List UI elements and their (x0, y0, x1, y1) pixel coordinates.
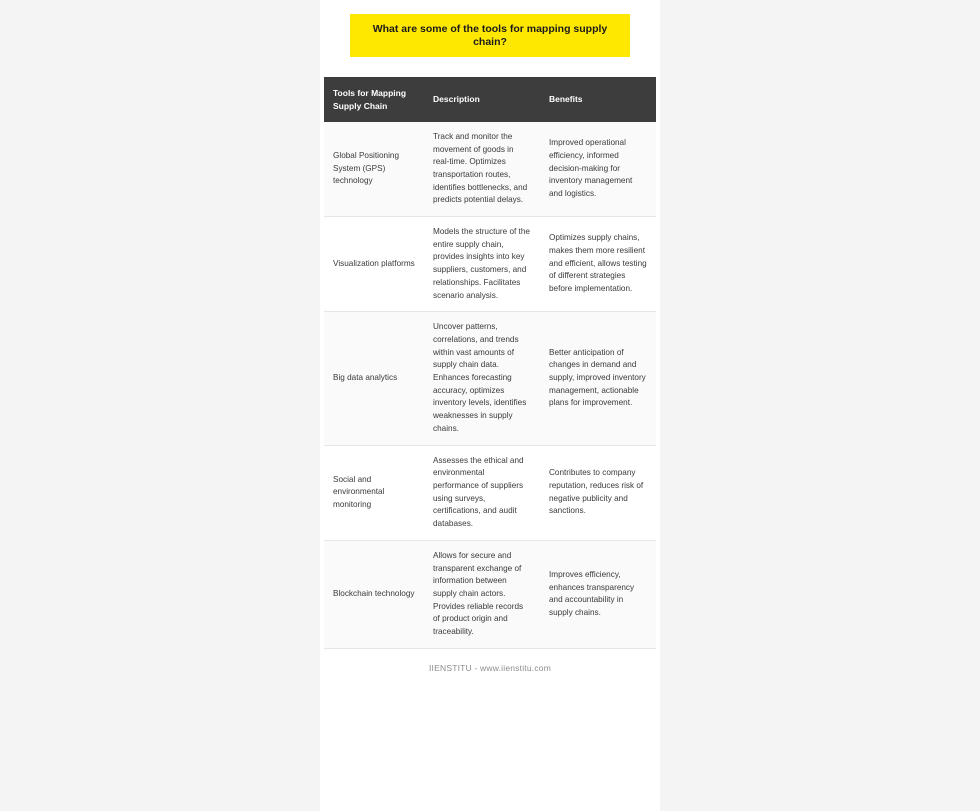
cell-description: Uncover patterns, correlations, and trends within vast amounts of supply chain data. Enhances forecasting accuracy, optimizes inventory levels, identifies weaknesses in supply chains. (424, 312, 540, 445)
table-row (324, 445, 656, 540)
cell-benefits: Improved operational efficiency, informed decision-making for inventory management and logistics. (540, 122, 656, 217)
question-banner: What are some of the tools for mapping supply chain? (350, 14, 630, 57)
table-row (324, 540, 656, 648)
cell-benefits: Optimizes supply chains, makes them more resilient and efficient, allows testing of different strategies before implementation. (540, 217, 656, 312)
table-row (324, 312, 656, 445)
table-header-row (324, 77, 656, 122)
column-header-benefits: Benefits (540, 77, 656, 122)
footer-credit: IIENSTITU - www.iienstitu.com (429, 662, 551, 673)
cell-benefits: Better anticipation of changes in demand and supply, improved inventory management, actionable plans for improvement. (540, 312, 656, 445)
content-card (320, 0, 660, 811)
cell-tool: Social and environmental monitoring (324, 445, 424, 540)
cell-benefits: Improves efficiency, enhances transparency and accountability in supply chains. (540, 540, 656, 648)
table-row (324, 217, 656, 312)
cell-tool: Blockchain technology (324, 540, 424, 648)
cell-description: Models the structure of the entire supply chain, provides insights into key suppliers, customers, and relationships. Facilitates scenario analysis. (424, 217, 540, 312)
cell-description: Assesses the ethical and environmental performance of suppliers using surveys, certifications, and audit databases. (424, 445, 540, 540)
table-body (324, 122, 656, 648)
cell-tool: Global Positioning System (GPS) technology (324, 122, 424, 217)
table-header (324, 77, 656, 122)
cell-benefits: Contributes to company reputation, reduces risk of negative publicity and sanctions. (540, 445, 656, 540)
cell-tool: Big data analytics (324, 312, 424, 445)
cell-tool: Visualization platforms (324, 217, 424, 312)
table-row (324, 122, 656, 217)
cell-description: Allows for secure and transparent exchange of information between supply chain actors. Provides reliable records of product origin and traceability. (424, 540, 540, 648)
supply-chain-tools-table (324, 77, 656, 649)
column-header-description: Description (424, 77, 540, 122)
cell-description: Track and monitor the movement of goods in real-time. Optimizes transportation routes, identifies bottlenecks, and predicts potential delays. (424, 122, 540, 217)
column-header-tool: Tools for Mapping Supply Chain (324, 77, 424, 122)
